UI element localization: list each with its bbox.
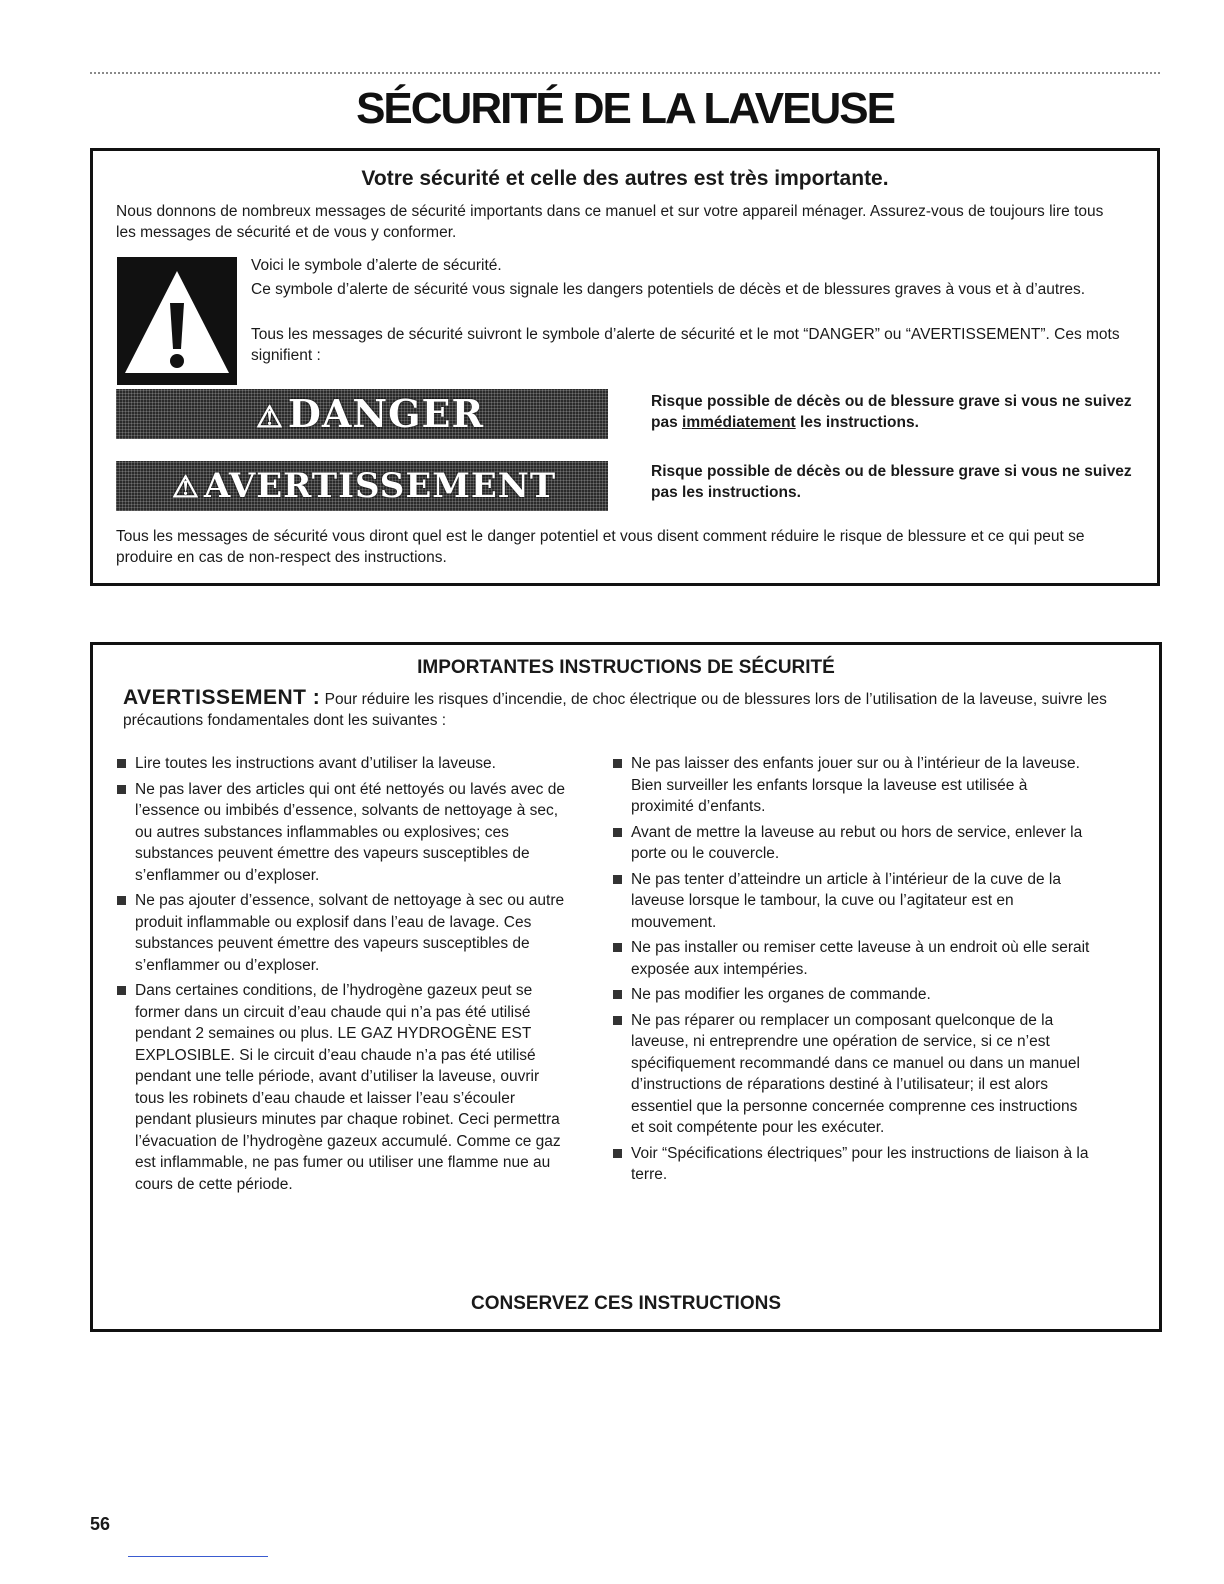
warning-text: Pour réduire les risques d’incendie, de choc électrique ou de blessures lors de l’utilisation de la laveuse, suivre les précautions fondamentales dont les suivantes : <box>123 691 1107 729</box>
symbol-intro-text: Voici le symbole d’alerte de sécurité. <box>251 257 502 274</box>
instructions-right-column <box>611 753 1091 1190</box>
top-dotted-rule <box>90 72 1160 74</box>
symbol-meaning-text: Ce symbole d’alerte de sécurité vous signale les dangers potentiels de décès et de blessures graves à vous et à d’autres. <box>251 281 1086 298</box>
instructions-heading: IMPORTANTES INSTRUCTIONS DE SÉCURITÉ <box>417 657 835 678</box>
warning-triangle-icon: ⚠ <box>256 400 284 435</box>
safety-alert-symbol-icon <box>117 257 237 385</box>
warning-label: AVERTISSEMENT : <box>123 686 321 709</box>
page-number: 56 <box>90 1514 111 1534</box>
list-item: Ne pas laisser des enfants jouer sur ou à l’intérieur de la laveuse. Bien surveiller les enfants lorsque la laveuse est utilisée à proximité d’enfants. <box>611 753 1091 818</box>
warning-description: Risque possible de décès ou de blessure grave si vous ne suivez pas les instructions. <box>651 463 1132 501</box>
safety-intro-text: Nous donnons de nombreux messages de sécurité importants dans ce manuel et sur votre appareil ménager. Assurez-vous de toujours lire tous les messages de sécurité et de vous y conformer. <box>116 203 1104 241</box>
warning-banner <box>116 461 608 511</box>
list-item: Dans certaines conditions, de l’hydrogène gazeux peut se former dans un circuit d’eau chaude qui n’a pas été utilisé pendant 2 semaines ou plus. LE GAZ HYDROGÈNE EST EXPLOSIBLE. Si le circuit d’eau chaude n’a pas été utilisé pendant une telle période, avant d’utiliser la laveuse, ouvrir tous les robinets d’eau chaude et laisser l’eau s’écouler pendant plusieurs minutes par chaque robinet. Ceci permettra l’évacuation de l’hydrogène gazeux accumulé. Comme ce gaz est inflammable, ne pas fumer ou utiliser une flamme nue au cours de cette période. <box>115 980 565 1195</box>
page-title: SÉCURITÉ DE LA LAVEUSE <box>356 84 894 133</box>
danger-banner-label: ⚠ DANGER <box>256 391 485 436</box>
safety-closing-text: Tous les messages de sécurité vous diront quel est le danger potentiel et vous disent comment réduire le risque de blessure et ce qui peut se produire en cas de non-respect des instructions. <box>116 528 1085 566</box>
list-item: Avant de mettre la laveuse au rebut ou hors de service, enlever la porte ou le couvercle. <box>611 822 1091 865</box>
save-instructions-footer: CONSERVEZ CES INSTRUCTIONS <box>470 1293 782 1314</box>
instructions-warning <box>123 687 1113 731</box>
list-item: Ne pas laver des articles qui ont été nettoyés ou lavés avec de l’essence ou imbibés d’essence, solvants de nettoyage à sec, ou autres substances inflammables ou explosives; ces substances peuvent émettre des vapeurs susceptibles de s’enflammer ou d’exploser. <box>115 779 565 887</box>
safety-message-box <box>90 148 1160 586</box>
footer-rule <box>128 1556 268 1557</box>
danger-banner <box>116 389 608 439</box>
list-item: Voir “Spécifications électriques” pour les instructions de liaison à la terre. <box>611 1143 1091 1186</box>
danger-description: Risque possible de décès ou de blessure grave si vous ne suivez pas immédiatement les instructions. <box>651 393 1132 431</box>
symbol-messages-text: Tous les messages de sécurité suivront le symbole d’alerte de sécurité et le mot “DANGER” ou “AVERTISSEMENT”. Ces mots signifient : <box>251 326 1120 364</box>
list-item: Ne pas réparer ou remplacer un composant quelconque de la laveuse, ni entreprendre une opération de service, si ce n’est spécifiquement recommandé dans ce manuel ou dans un manuel d’instructions de réparations destiné à l’utilisateur; il est alors essentiel que la personne concernée comprenne ces instructions et soit compétente pour les exécuter. <box>611 1010 1091 1139</box>
instructions-left-column <box>115 753 565 1199</box>
list-item: Ne pas ajouter d’essence, solvant de nettoyage à sec ou autre produit inflammable ou explosif dans l’eau de lavage. Ces substances peuvent émettre des vapeurs susceptibles de s’enflammer ou d’exploser. <box>115 890 565 976</box>
warning-banner-label: ⚠ AVERTISSEMENT <box>172 466 557 506</box>
list-item: Ne pas installer ou remiser cette laveuse à un endroit où elle serait exposée aux intempéries. <box>611 937 1091 980</box>
list-item: Ne pas tenter d’atteindre un article à l’intérieur de la cuve de la laveuse lorsque le tambour, la cuve ou l’agitateur est en mouvement. <box>611 869 1091 934</box>
warning-triangle-icon: ⚠ <box>172 470 200 505</box>
safety-box-heading: Votre sécurité et celle des autres est très importante. <box>361 167 889 190</box>
important-instructions-box <box>90 642 1162 1332</box>
list-item: Lire toutes les instructions avant d’utiliser la laveuse. <box>115 753 565 775</box>
list-item: Ne pas modifier les organes de commande. <box>611 984 1091 1006</box>
